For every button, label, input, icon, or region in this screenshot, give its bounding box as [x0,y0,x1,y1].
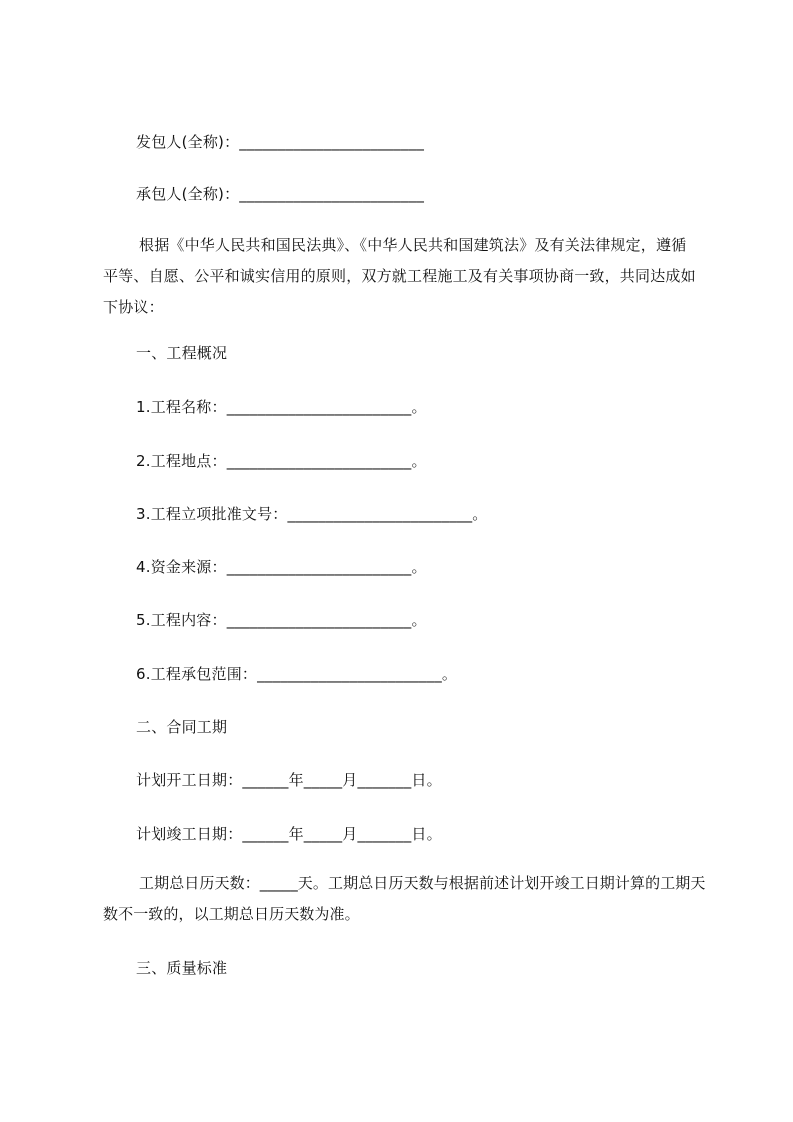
planned-start-date-line: 计划开工日期：______年_____月_______日。 [136,771,442,789]
section-3-title: 三、质量标准 [136,959,228,977]
project-content-line: 5.工程内容：________________________。 [136,611,427,629]
total-days-paragraph: 工期总日历天数：_____天。工期总日历天数与根据前述计划开竣工日期计算的工期天数不一致的，以工期总日历天数为准。 [103,874,706,923]
party-a-line: 发包人(全称)：________________________ [136,133,425,151]
section-2-title: 二、合同工期 [136,718,228,736]
project-name-line: 1.工程名称：________________________。 [136,398,427,416]
funding-source-line: 4.资金来源：________________________。 [136,558,427,576]
planned-end-date-line: 计划竣工日期：______年_____月_______日。 [136,825,442,843]
approval-number-line: 3.工程立项批准文号：________________________。 [136,505,488,523]
party-b-line: 承包人(全称)：________________________ [136,185,425,203]
intro-paragraph: 根据《中华人民共和国民法典》、《中华人民共和国建筑法》及有关法律规定，遵循平等、自愿、公平和诚实信用的原则，双方就工程施工及有关事项协商一致，共同达成如下协议： [103,236,696,316]
project-location-line: 2.工程地点：________________________。 [136,452,427,470]
contract-scope-line: 6.工程承包范围：________________________。 [136,665,458,683]
section-1-title: 一、工程概况 [136,344,228,362]
